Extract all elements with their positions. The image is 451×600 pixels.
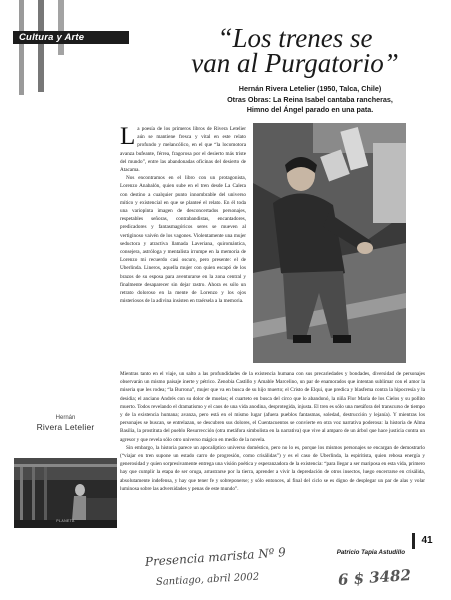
article-wide-block	[120, 370, 425, 493]
body-paragraph-4: Sin embargo, la historia parece un apocalíptico universo doméstico, pero no lo es, porque los mismos personajes se encargan de demostrarlo (“viajar en tren supone un estado carro de progresión, como crisálidas”) y es el caso de Uberlinda, la espiritista, quien rebosa energía y generosidad y quien sorpresivamente entrega una visión poética y esperanzadora de la existencia: “para llegar a ser mariposa en esta vida, primero hay que cumplir la etapa de ser oruga, arrastrarse por la tierra, aprender a vivir la depredación de otros insectos, luego encerrarse en crisálida, absolutamente indefensa, y hay que tener fe y sobreponerse; y sólo entonces, al final del ciclo se es digno de desplegar un par de alas y volar luminosa sobre las adversidades y penas de este mundo”.	[120, 444, 425, 492]
author-photo	[253, 123, 406, 363]
book-publisher: PLANETA	[56, 519, 75, 523]
book-author-last: Rivera Letelier	[36, 422, 95, 432]
book-cover-image	[14, 458, 117, 520]
decorative-bar	[58, 0, 64, 55]
book-author-first: Hernán	[55, 415, 76, 421]
headline	[150, 23, 440, 78]
body-paragraph-1: a poesía de los primeros libros de Rivera Letelier aún se mantiene fresca y vital en este relato profundo y melancólico, en el que “la locomotora avanza bufeante, férrea, fragorosa por el desierto más triste del mundo”, entre las abandonadas oficinas del desierto de Atacama.	[120, 126, 246, 174]
subhead-line-2: Otras Obras: La Reina Isabel cantaba rancheras,	[227, 94, 393, 104]
subhead	[190, 84, 430, 116]
headline-line-2: van al Purgatorio”	[191, 48, 399, 78]
page-number: 41	[412, 533, 439, 549]
dropcap: L	[120, 123, 136, 150]
body-paragraph-2: Nos encontramos en el libro con un protagonista, Lorenzo Anabalón, quien sube en el tren desde La Calera con destino a cualquier punto innombrable del universo mítico y existencial en que se planteé el relato. En él toda una variopinta imagen de desconcertados personajes, respetables señoras, contrabandistas, encantadores, predicadores y fantasmagóricos seres se mueven al vertiginoso vaivén de los vagones. Violentamente una mujer seductora y atractiva llamada Laveriana, quiromántica, consejera, astróloga y mentalista irrumpe en la memoria de Lorenzo mi recuerdo casi oscuro, pero presente: el de Uberlinda. Lineros, aquella mujer con quien escapó de los brazos de su esposa para aventurarse en la zona central y finalmente desaparecer sin dejar rastro. Ahora es sólo un retrato doloroso en la mente de Lorenzo y los ojos misteriosos de la adivina insisten en traérsela a la memoria.	[120, 175, 246, 305]
headline-line-1: “Los trenes se	[217, 23, 373, 53]
section-label: Cultura y Arte	[13, 31, 129, 44]
handwritten-date: Santiago, abril 2002	[155, 571, 260, 588]
subhead-line-3: Himno del Ángel parado en una pata.	[246, 105, 374, 114]
article-column	[120, 125, 246, 305]
body-paragraph-3: Mientras tanto en el viaje, un salto a las profundidades de la existencia humana con sus precariedades y bondades, diversidad de personajes observarán un mismo paisaje inerte y pétrico. Zenobia Castillo y Amable Marcelino, un par de enamorados que intentan sublimar con el amor la miseria que les rodea; “la Burrona”, mujer que va en busca de su hijo muerto; el Cristo de Elqui, que predica y blasfema contra la hipocresía y la desidia; el anciano Andrés con su dolor de muelas; el cuarteto en busca del circo que lo abandonó, la niña Flor María de los Cielos y su pollito muerto. Todos revelando el dramatismo y el caos de una vida anodina, desprotegida, injusta. El tren es sólo una metáfora del transcurso de tiempo y de la existencia humana; avanza, pero está en el mismo lugar (afuera pueblos fantasmas, soledad, destrucción y lejanía). Y mientras los personajes se buscan, se entrelazan, se descubren sus dolores, el Cuentacuentos se convierte en otra voz narrativa poderosa: la historia de Alma Basilia, la prostituta del pueblo Resurrección (otra metáfora simbolista en la narrativa) que vive al amparo de un árbol que hace justicia contra un agresor y que revela sólo otro universo mágico en medio de la novela.	[120, 371, 425, 443]
book-cover	[14, 395, 117, 528]
subhead-line-1: Hernán Rivera Letelier (1950, Talca, Chile)	[238, 84, 382, 93]
author-credit: Patricio Tapia Astudillo	[336, 549, 405, 556]
book-title-line-1: LOS TRENES SE VAN	[25, 433, 106, 455]
decorative-bar	[19, 0, 24, 95]
handwritten-code: 6 $ 3482	[337, 565, 412, 589]
handwritten-note: Presencia marista Nº 9	[144, 545, 287, 569]
author-photo-image	[253, 123, 406, 363]
decorative-bar	[38, 0, 44, 92]
